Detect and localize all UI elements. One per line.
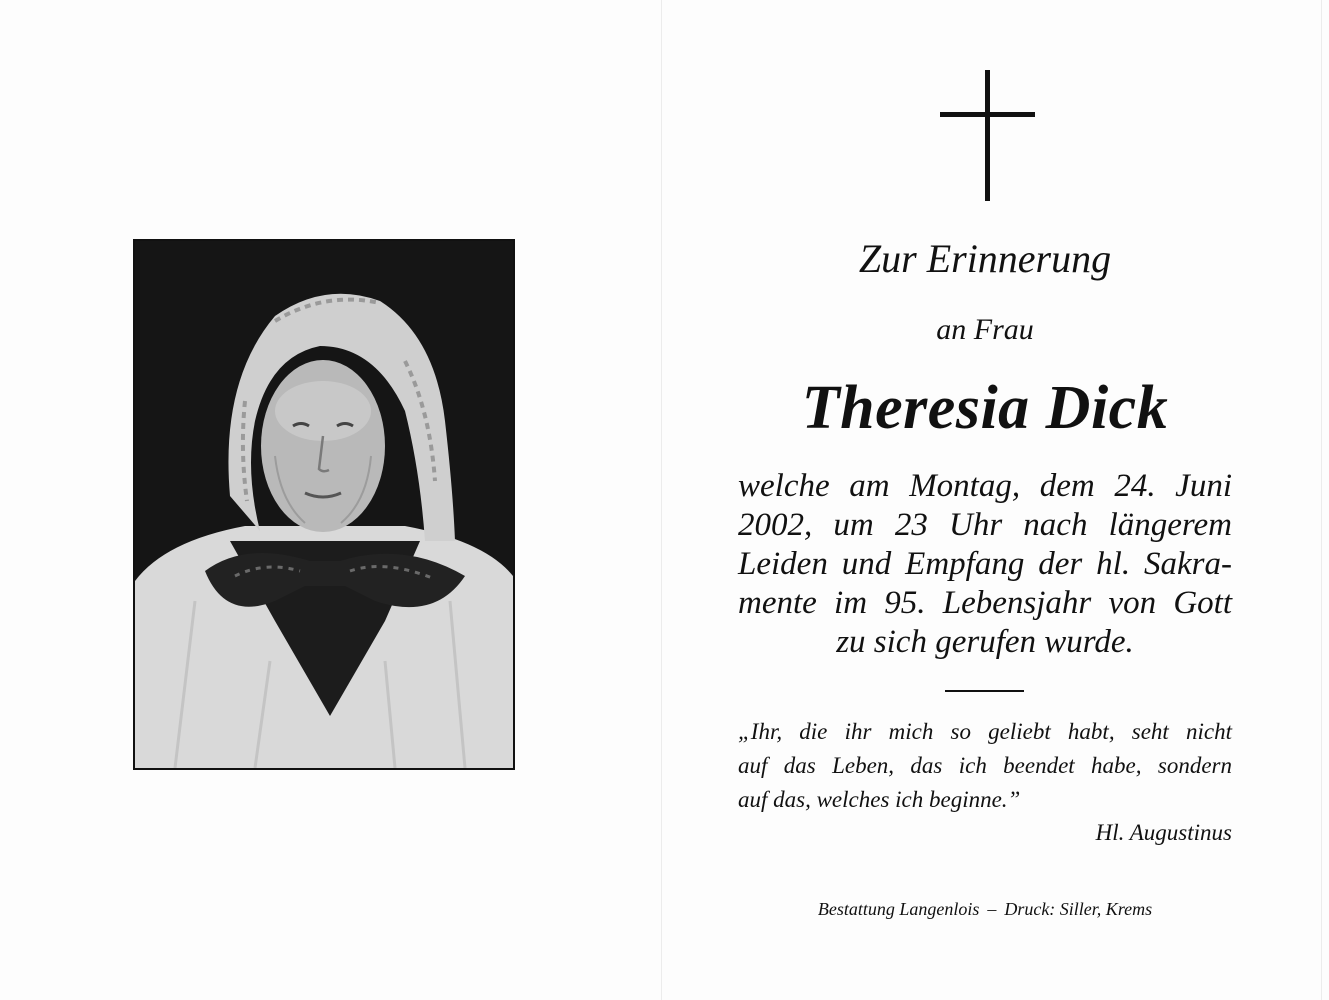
quote-line: „Ihr, die ihr mich so geliebt habt, seht nicht (738, 719, 1232, 744)
funeral-home: Bestattung Langenlois (817, 899, 980, 919)
deceased-name: Theresia Dick (801, 374, 1169, 442)
card-fold-line (661, 0, 662, 1000)
cross-icon-vertical (985, 70, 990, 201)
card-right-edge (1321, 0, 1322, 1000)
obituary-line: Leiden und Empfang der hl. Sakra- (738, 546, 1232, 582)
heading: Zur Erinnerung (858, 236, 1112, 281)
portrait-photo (133, 239, 515, 770)
printer: Druck: Siller, Krems (1004, 899, 1153, 919)
obituary-line: welche am Montag, dem 24. Juni (738, 468, 1232, 504)
quote-line: auf das Leben, das ich beendet habe, sondern (738, 753, 1232, 778)
obituary-line: mente im 95. Lebensjahr von Gott (738, 585, 1232, 621)
quote-author: Hl. Augustinus (1095, 820, 1232, 845)
divider-rule (945, 690, 1024, 692)
cross-icon-horizontal (940, 112, 1035, 117)
footer-separator: – (987, 899, 997, 919)
footer (738, 897, 1232, 921)
salutation: an Frau (936, 313, 1034, 346)
obituary-line: 2002, um 23 Uhr nach längerem (738, 507, 1232, 543)
quote-line: auf das, welches ich beginne.” (738, 787, 1021, 812)
obituary-line: zu sich gerufen wurde. (836, 624, 1134, 660)
